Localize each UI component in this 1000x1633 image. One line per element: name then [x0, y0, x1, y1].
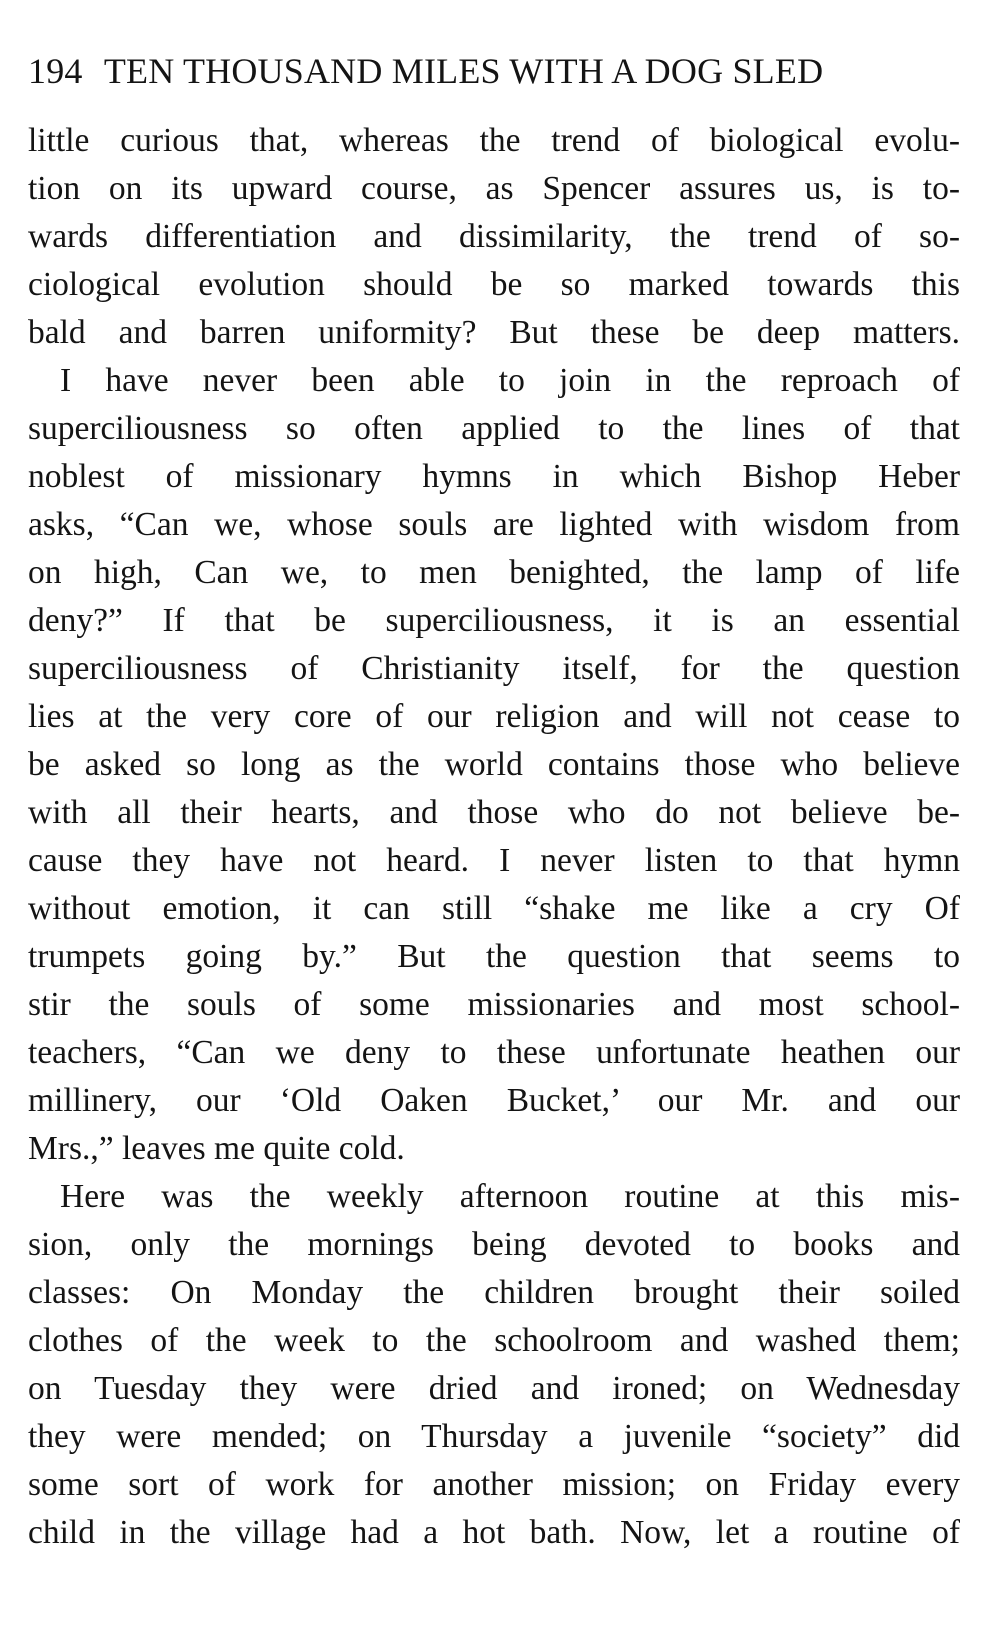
- text-line: millinery, our ‘Old Oaken Bucket,’ our Mr. and our: [28, 1082, 960, 1119]
- text-line: they were mended; on Thursday a juvenile “society” did: [28, 1418, 960, 1455]
- text-line: noblest of missionary hymns in which Bishop Heber: [28, 458, 960, 495]
- text-line: stir the souls of some missionaries and most school-: [28, 986, 960, 1023]
- text-line: superciliousness of Christianity itself, for the question: [28, 650, 960, 687]
- text-line: without emotion, it can still “shake me like a cry Of: [28, 890, 960, 927]
- text-line: I have never been able to join in the reproach of: [60, 362, 960, 399]
- text-line: on high, Can we, to men benighted, the lamp of life: [28, 554, 960, 591]
- running-head: [28, 46, 958, 96]
- page-number: 194: [28, 51, 83, 91]
- text-line: classes: On Monday the children brought their soiled: [28, 1274, 960, 1311]
- paragraph-1: [28, 117, 960, 357]
- text-line: superciliousness so often applied to the lines of that: [28, 410, 960, 447]
- text-line: child in the village had a hot bath. Now, let a routine of: [28, 1514, 960, 1551]
- text-line: cause they have not heard. I never listen to that hymn: [28, 842, 960, 879]
- paragraph-2: [28, 357, 960, 1173]
- text-line: be asked so long as the world contains those who believe: [28, 746, 960, 783]
- text-line: sion, only the mornings being devoted to books and: [28, 1226, 960, 1263]
- text-line: wards differentiation and dissimilarity, the trend of so-: [28, 218, 960, 255]
- text-line: deny?” If that be superciliousness, it is an essential: [28, 602, 960, 639]
- text-line: lies at the very core of our religion and will not cease to: [28, 698, 960, 735]
- text-line: asks, “Can we, whose souls are lighted with wisdom from: [28, 506, 960, 543]
- body-text: [28, 117, 960, 1557]
- text-line: teachers, “Can we deny to these unfortunate heathen our: [28, 1034, 960, 1071]
- text-line: ciological evolution should be so marked towards this: [28, 266, 960, 303]
- running-title: TEN THOUSAND MILES WITH A DOG SLED: [103, 51, 824, 91]
- text-line: bald and barren uniformity? But these be deep matters.: [28, 314, 960, 351]
- text-line: some sort of work for another mission; on Friday every: [28, 1466, 960, 1503]
- text-line: tion on its upward course, as Spencer assures us, is to-: [28, 170, 960, 207]
- text-line: with all their hearts, and those who do not believe be-: [28, 794, 960, 831]
- text-line: Here was the weekly afternoon routine at this mis-: [60, 1178, 960, 1215]
- paragraph-3: [28, 1173, 960, 1557]
- text-line: on Tuesday they were dried and ironed; on Wednesday: [28, 1370, 960, 1407]
- text-line: trumpets going by.” But the question that seems to: [28, 938, 960, 975]
- text-line: little curious that, whereas the trend of biological evolu-: [28, 122, 960, 159]
- text-line: clothes of the week to the schoolroom and washed them;: [28, 1322, 960, 1359]
- text-line: Mrs.,” leaves me quite cold.: [28, 1130, 405, 1167]
